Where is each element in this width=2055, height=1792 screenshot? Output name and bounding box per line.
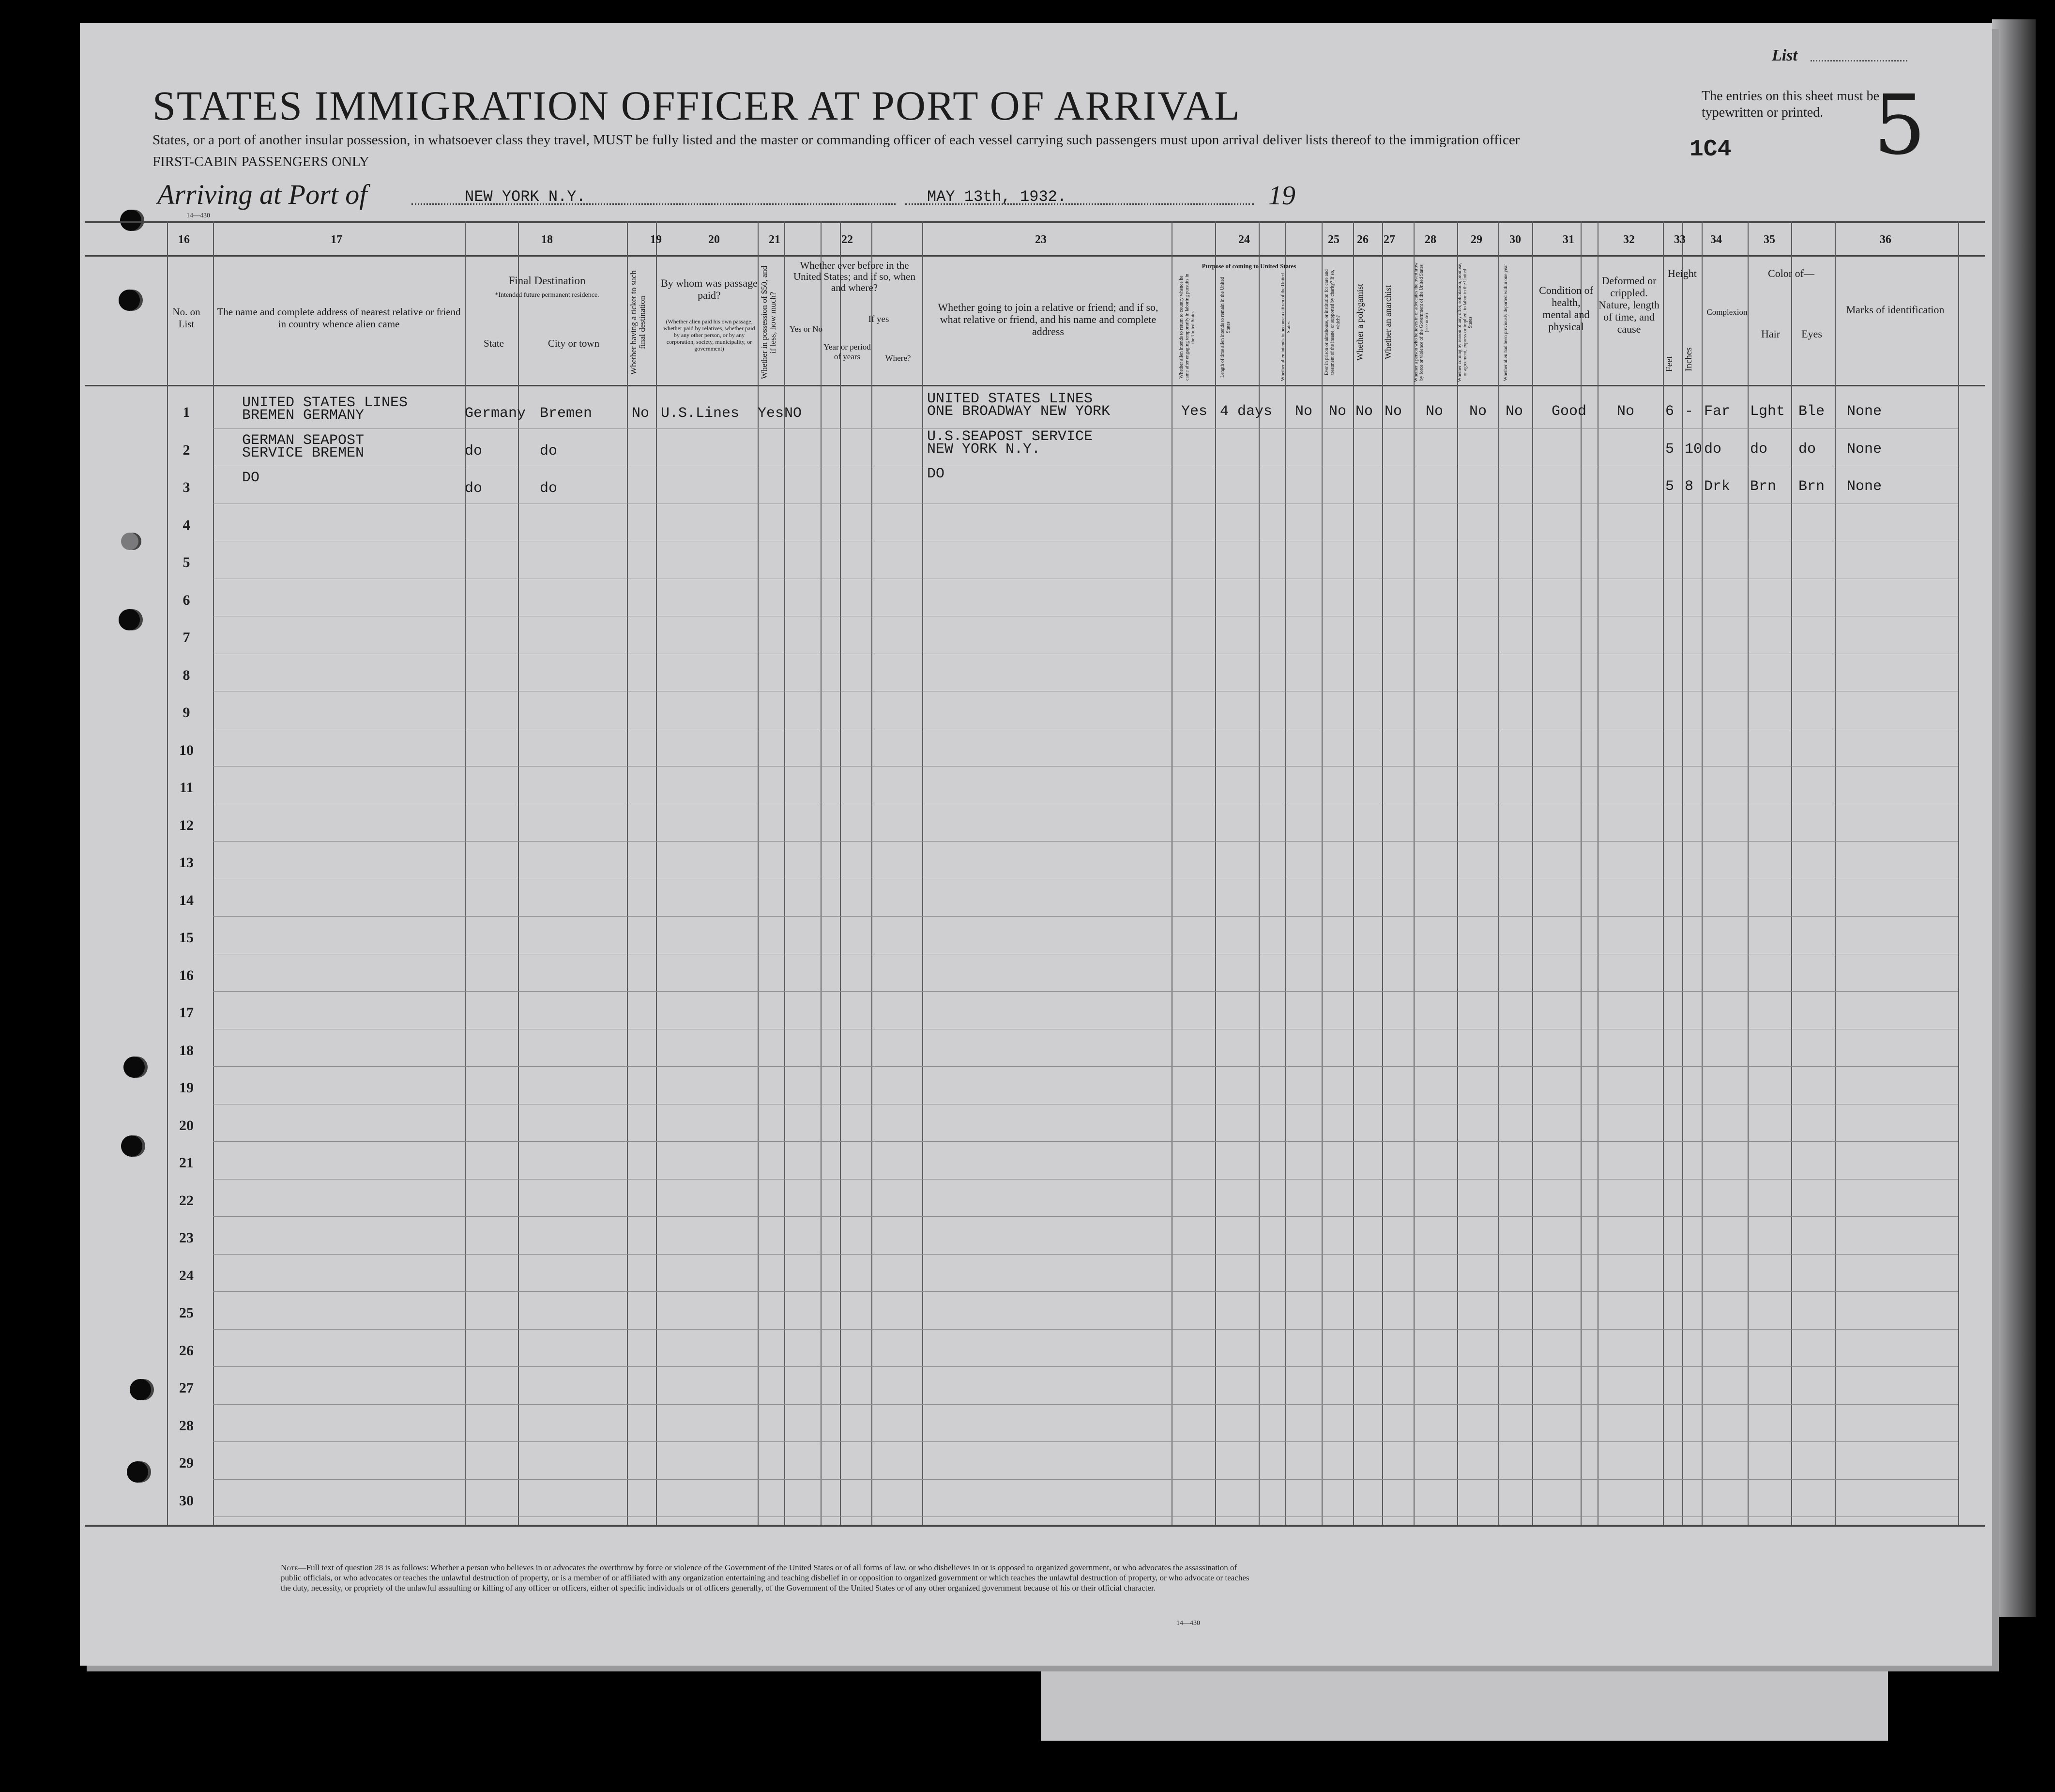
row-number: 4 bbox=[183, 517, 190, 533]
colnum-33: 33 bbox=[1674, 233, 1686, 246]
colnum-24: 24 bbox=[1238, 233, 1250, 246]
cell-condition: Good bbox=[1552, 403, 1587, 420]
entries-note: The entries on this sheet must be typewritten or printed. bbox=[1702, 89, 1880, 120]
header-purpose-return: Whether alien intends to return to country whence he came after engaging temporarily in laboring pursuits in the United States bbox=[1179, 274, 1196, 381]
cell-marks: None bbox=[1847, 441, 1882, 458]
colnum-19: 19 bbox=[650, 233, 662, 246]
header-where: Where? bbox=[885, 353, 911, 363]
header-question-28: Whether a person who believes in or advocates the overthrow by force or violence of the Government of the United States (see note) bbox=[1414, 262, 1430, 383]
row-number: 16 bbox=[179, 967, 194, 983]
header-deported: Whether alien had been previously deported within one year bbox=[1503, 264, 1508, 381]
row-number: 15 bbox=[179, 930, 194, 946]
header-eyes: Eyes bbox=[1801, 328, 1822, 340]
header-city-or-town: City or town bbox=[548, 337, 600, 349]
row-rule bbox=[213, 1516, 1958, 1517]
cell-before-us: NO bbox=[784, 405, 802, 422]
cell-paid-by: U.S.Lines bbox=[661, 405, 740, 422]
colnum-18: 18 bbox=[541, 233, 553, 246]
row-number: 8 bbox=[183, 667, 190, 683]
cell-complexion: Drk bbox=[1704, 478, 1731, 495]
cell-state: do bbox=[465, 443, 483, 459]
header-possession: Whether in possession of $50, and if less, how much? bbox=[760, 265, 777, 380]
cell-hair: Lght bbox=[1750, 403, 1785, 420]
row-number: 1 bbox=[183, 404, 190, 420]
header-before-in-us: Whether ever before in the United States; and if so, when and where? bbox=[793, 260, 915, 293]
header-color-of: Color of— bbox=[1768, 267, 1814, 279]
cell-offer: No bbox=[1469, 403, 1487, 420]
row-number: 23 bbox=[179, 1230, 194, 1246]
row-rule bbox=[213, 1441, 1958, 1442]
cell-relative-line2: BREMEN GERMANY bbox=[242, 407, 365, 424]
header-state: State bbox=[484, 337, 504, 349]
note-lead: Note bbox=[281, 1563, 298, 1572]
colnum-23: 23 bbox=[1035, 233, 1047, 246]
header-purpose-length: Length of time alien intends to remain in the United States bbox=[1220, 277, 1231, 378]
cell-feet: 5 bbox=[1665, 478, 1674, 495]
row-number: 5 bbox=[183, 554, 190, 570]
colnum-25: 25 bbox=[1328, 233, 1340, 246]
row-number: 14 bbox=[179, 892, 194, 908]
header-no-on-list: No. on List bbox=[172, 306, 200, 330]
list-label: List bbox=[1772, 46, 1797, 64]
cell-complexion: Far bbox=[1704, 403, 1731, 420]
row-rule bbox=[213, 1291, 1958, 1292]
cell-eyes: Brn bbox=[1798, 478, 1825, 495]
colnum-20: 20 bbox=[708, 233, 720, 246]
form-code-bottom: 14—430 bbox=[1176, 1620, 1200, 1627]
row-number: 17 bbox=[179, 1005, 194, 1021]
cell-length-stay: 4 days bbox=[1220, 403, 1273, 420]
cell-possession: Yes bbox=[758, 405, 784, 422]
handwritten-mark: 5 bbox=[1873, 77, 1926, 173]
cell-intends-return: Yes bbox=[1181, 403, 1208, 420]
row-rule bbox=[213, 1254, 1958, 1255]
cell-polygamist: No bbox=[1355, 403, 1373, 420]
year-prefix: 19 bbox=[1268, 181, 1295, 211]
cell-city: do bbox=[540, 480, 558, 497]
cell-feet: 6 bbox=[1665, 403, 1674, 420]
cell-inches: 8 bbox=[1685, 478, 1694, 495]
colnum-22: 22 bbox=[841, 233, 853, 246]
header-yes-or-no: Yes or No bbox=[789, 324, 823, 334]
colnum-36: 36 bbox=[1880, 233, 1891, 246]
row-number: 29 bbox=[179, 1455, 194, 1471]
cell-deformed: No bbox=[1617, 403, 1635, 420]
row-number: 2 bbox=[183, 442, 190, 458]
table-bottom-border bbox=[85, 1525, 1985, 1527]
cell-marks: None bbox=[1847, 403, 1882, 420]
question-28-footnote bbox=[281, 1562, 1259, 1593]
row-number: 28 bbox=[179, 1417, 194, 1434]
form-code: 14—430 bbox=[186, 212, 210, 219]
row-rule bbox=[213, 1479, 1958, 1480]
row-number: 7 bbox=[183, 629, 190, 645]
header-condition: Condition of health, mental and physical bbox=[1539, 284, 1593, 333]
cell-complexion: do bbox=[1704, 441, 1722, 458]
header-marks: Marks of identification bbox=[1846, 304, 1945, 316]
cell-relative-line1: DO bbox=[242, 470, 260, 486]
cell-relative-line1: UNITED STATES LINES bbox=[242, 395, 408, 411]
cell-city: do bbox=[540, 443, 558, 459]
header-polygamist: Whether a polygamist bbox=[1355, 284, 1365, 361]
header-purpose-citizen: Whether alien intends to become a citizen of the United States bbox=[1280, 273, 1292, 382]
colnum-16: 16 bbox=[178, 233, 190, 246]
cell-relative-line2: SERVICE BREMEN bbox=[242, 444, 365, 461]
arrival-date: MAY 13th, 1932. bbox=[927, 188, 1067, 206]
list-number-line bbox=[1811, 60, 1907, 61]
header-passage-paid: By whom was passage paid? bbox=[661, 277, 758, 301]
row-number: 19 bbox=[179, 1080, 194, 1096]
row-rule bbox=[213, 991, 1958, 992]
manifest-table bbox=[85, 221, 1985, 1524]
row-number: 25 bbox=[179, 1305, 194, 1321]
colnum-30: 30 bbox=[1509, 233, 1521, 246]
header-inches: Inches bbox=[1684, 347, 1694, 371]
colnum-34: 34 bbox=[1710, 233, 1722, 246]
colnum-32: 32 bbox=[1623, 233, 1635, 246]
header-prison: Ever in prison or almshouse, or institution for care and treatment of the insane, or supported by charity? If so, which? bbox=[1324, 269, 1341, 376]
header-offer-of-labor: Whether coming by reason of any offer, solicitation, promise, or agreement, express or implied, to labor in the United States bbox=[1457, 262, 1473, 383]
row-number: 6 bbox=[183, 592, 190, 608]
cell-state: Germany bbox=[465, 405, 526, 422]
cell-eyes: do bbox=[1798, 441, 1816, 458]
cell-feet: 5 bbox=[1665, 441, 1674, 458]
cell-city: Bremen bbox=[540, 405, 593, 422]
cell-state: do bbox=[465, 480, 483, 497]
row-rule bbox=[213, 1404, 1958, 1405]
header-if-yes: If yes bbox=[868, 314, 889, 324]
header-ticket: Whether having a ticket to such final destination bbox=[629, 270, 647, 375]
row-rule bbox=[213, 916, 1958, 917]
row-number: 27 bbox=[179, 1380, 194, 1396]
note-text: —Full text of question 28 is as follows: Whether a person who believes in or advocates the overthrow by force or violence of the Government of the United States or of all forms of law, or who disbelieves in or is opposed to organized government, or who advocates the assassination of public officials, or who advocates or teaches the unlawful destruction of property, or is a member of or affiliated with any organization entertaining and teaching disbelief in or opposition to organized government or which teaches the unlawful destruction of property, or who advocate or teaches the duty, necessity, or propriety of the unlawful assaulting or killing of any officer or officers, either of specific individuals or of officers generally, of the Government of the United States or of any other organized government because of his or their official character. bbox=[281, 1563, 1249, 1593]
row-number: 12 bbox=[179, 817, 194, 833]
row-number: 13 bbox=[179, 855, 194, 871]
header-nearest-relative: The name and complete address of nearest relative or friend in country whence alien came bbox=[217, 306, 461, 330]
column-divider bbox=[1958, 221, 1959, 1525]
colnum-21: 21 bbox=[769, 233, 780, 246]
cell-joining-line1: DO bbox=[927, 466, 945, 482]
colnum-35: 35 bbox=[1764, 233, 1775, 246]
cell-relative-line1: GERMAN SEAPOST bbox=[242, 432, 365, 449]
colnum-27: 27 bbox=[1384, 233, 1395, 246]
cell-eyes: Ble bbox=[1798, 403, 1825, 420]
row-number: 30 bbox=[179, 1492, 194, 1509]
cell-q28: No bbox=[1426, 403, 1444, 420]
colnum-31: 31 bbox=[1563, 233, 1574, 246]
row-number: 10 bbox=[179, 742, 194, 758]
cell-anarchist: No bbox=[1385, 403, 1402, 420]
row-rule bbox=[213, 1066, 1958, 1067]
arriving-label: Arriving at Port of bbox=[157, 179, 367, 210]
cell-inches: 10 bbox=[1685, 441, 1703, 458]
row-number: 21 bbox=[179, 1155, 194, 1171]
header-height: Height bbox=[1668, 267, 1697, 279]
form-title: STATES IMMIGRATION OFFICER AT PORT OF ARRIVAL bbox=[152, 82, 1241, 129]
cell-joining-line1: U.S.SEAPOST SERVICE bbox=[927, 428, 1093, 445]
cell-marks: None bbox=[1847, 478, 1882, 495]
row-rule bbox=[213, 1329, 1958, 1330]
row-number: 18 bbox=[179, 1042, 194, 1058]
header-year-period: Year or period of years bbox=[823, 342, 871, 361]
row-number: 22 bbox=[179, 1192, 194, 1209]
cell-ticket: No bbox=[632, 405, 650, 422]
header-anarchist: Whether an anarchist bbox=[1383, 285, 1393, 360]
header-feet: Feet bbox=[1664, 356, 1674, 372]
cell-citizen: No bbox=[1295, 403, 1313, 420]
table-top-border bbox=[85, 221, 1985, 223]
header-hair: Hair bbox=[1761, 328, 1781, 340]
row-number: 26 bbox=[179, 1342, 194, 1359]
header-bottom-border bbox=[85, 385, 1985, 386]
colnum-17: 17 bbox=[331, 233, 342, 246]
cell-joining-line2: ONE BROADWAY NEW YORK bbox=[927, 403, 1111, 420]
row-number: 24 bbox=[179, 1267, 194, 1284]
cell-prison: No bbox=[1329, 403, 1347, 420]
stacked-page-edges bbox=[1992, 19, 2036, 1617]
port-of-arrival: NEW YORK N.Y. bbox=[465, 188, 586, 206]
colnum-29: 29 bbox=[1471, 233, 1482, 246]
colnum-border bbox=[85, 255, 1985, 257]
form-instructions: States, or a port of another insular possession, in whatsoever class they travel, MUST be fully listed and the master or commanding officer of each vessel carrying such passengers must upon arrival deliver lists thereof to the immigration officer bbox=[152, 132, 1520, 148]
colnum-28: 28 bbox=[1425, 233, 1436, 246]
passenger-class-label: FIRST-CABIN PASSENGERS ONLY bbox=[152, 154, 369, 169]
header-final-destination-note: *Intended future permanent residence. bbox=[495, 291, 599, 299]
row-rule bbox=[213, 1366, 1958, 1367]
row-number: 11 bbox=[179, 780, 194, 796]
cell-inches: - bbox=[1685, 403, 1694, 420]
cell-joining-line2: NEW YORK N.Y. bbox=[927, 441, 1041, 458]
row-number: 9 bbox=[183, 705, 190, 720]
row-rule bbox=[213, 1216, 1958, 1217]
cell-hair: Brn bbox=[1750, 478, 1777, 495]
cell-joining-line1: UNITED STATES LINES bbox=[927, 391, 1093, 407]
row-rule bbox=[213, 1141, 1958, 1142]
row-rule bbox=[213, 841, 1958, 842]
header-complexion: Complexion bbox=[1706, 307, 1748, 317]
header-passage-note: (Whether alien paid his own passage, whether paid by relatives, whether paid by any other person, or by any corporation, society, municipality, or government) bbox=[663, 318, 755, 352]
row-number: 20 bbox=[179, 1117, 194, 1133]
row-number: 3 bbox=[183, 479, 190, 495]
cell-deported: No bbox=[1506, 403, 1523, 420]
header-final-destination: Final Destination bbox=[508, 275, 586, 287]
header-deformed: Deformed or crippled. Nature, length of time, and cause bbox=[1598, 275, 1659, 335]
colnum-26: 26 bbox=[1357, 233, 1369, 246]
cell-hair: do bbox=[1750, 441, 1768, 458]
header-purpose: Purpose of coming to United States bbox=[1202, 262, 1296, 270]
header-joining: Whether going to join a relative or friend; and if so, what relative or friend, and his name and complete address bbox=[938, 301, 1158, 337]
sheet-number: 1C4 bbox=[1690, 137, 1732, 163]
